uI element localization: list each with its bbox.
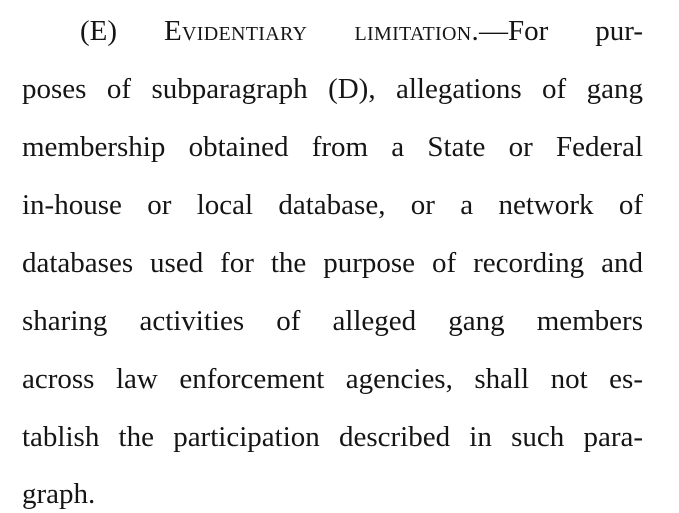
paragraph-designation: (E) [80,15,118,47]
paragraph-line-8: tablish the participation described in such para- [22,421,643,453]
paragraph-line-1 [80,12,643,50]
em-dash: — [479,15,508,47]
paragraph-line-7: across law enforcement agencies, shall not es- [22,363,643,395]
paragraph-text: For pur- [508,15,643,47]
paragraph-heading: Evidentiary limitation. [164,15,479,47]
paragraph-line-5: databases used for the purpose of recording and [22,247,643,279]
paragraph-line-2: poses of subparagraph (D), allegations of gang [22,73,643,105]
paragraph-line-9: graph. [22,478,96,510]
paragraph-line-3: membership obtained from a State or Federal [22,131,643,163]
paragraph-line-4: in-house or local database, or a network of [22,189,643,221]
paragraph-line-6: sharing activities of alleged gang members [22,305,643,337]
